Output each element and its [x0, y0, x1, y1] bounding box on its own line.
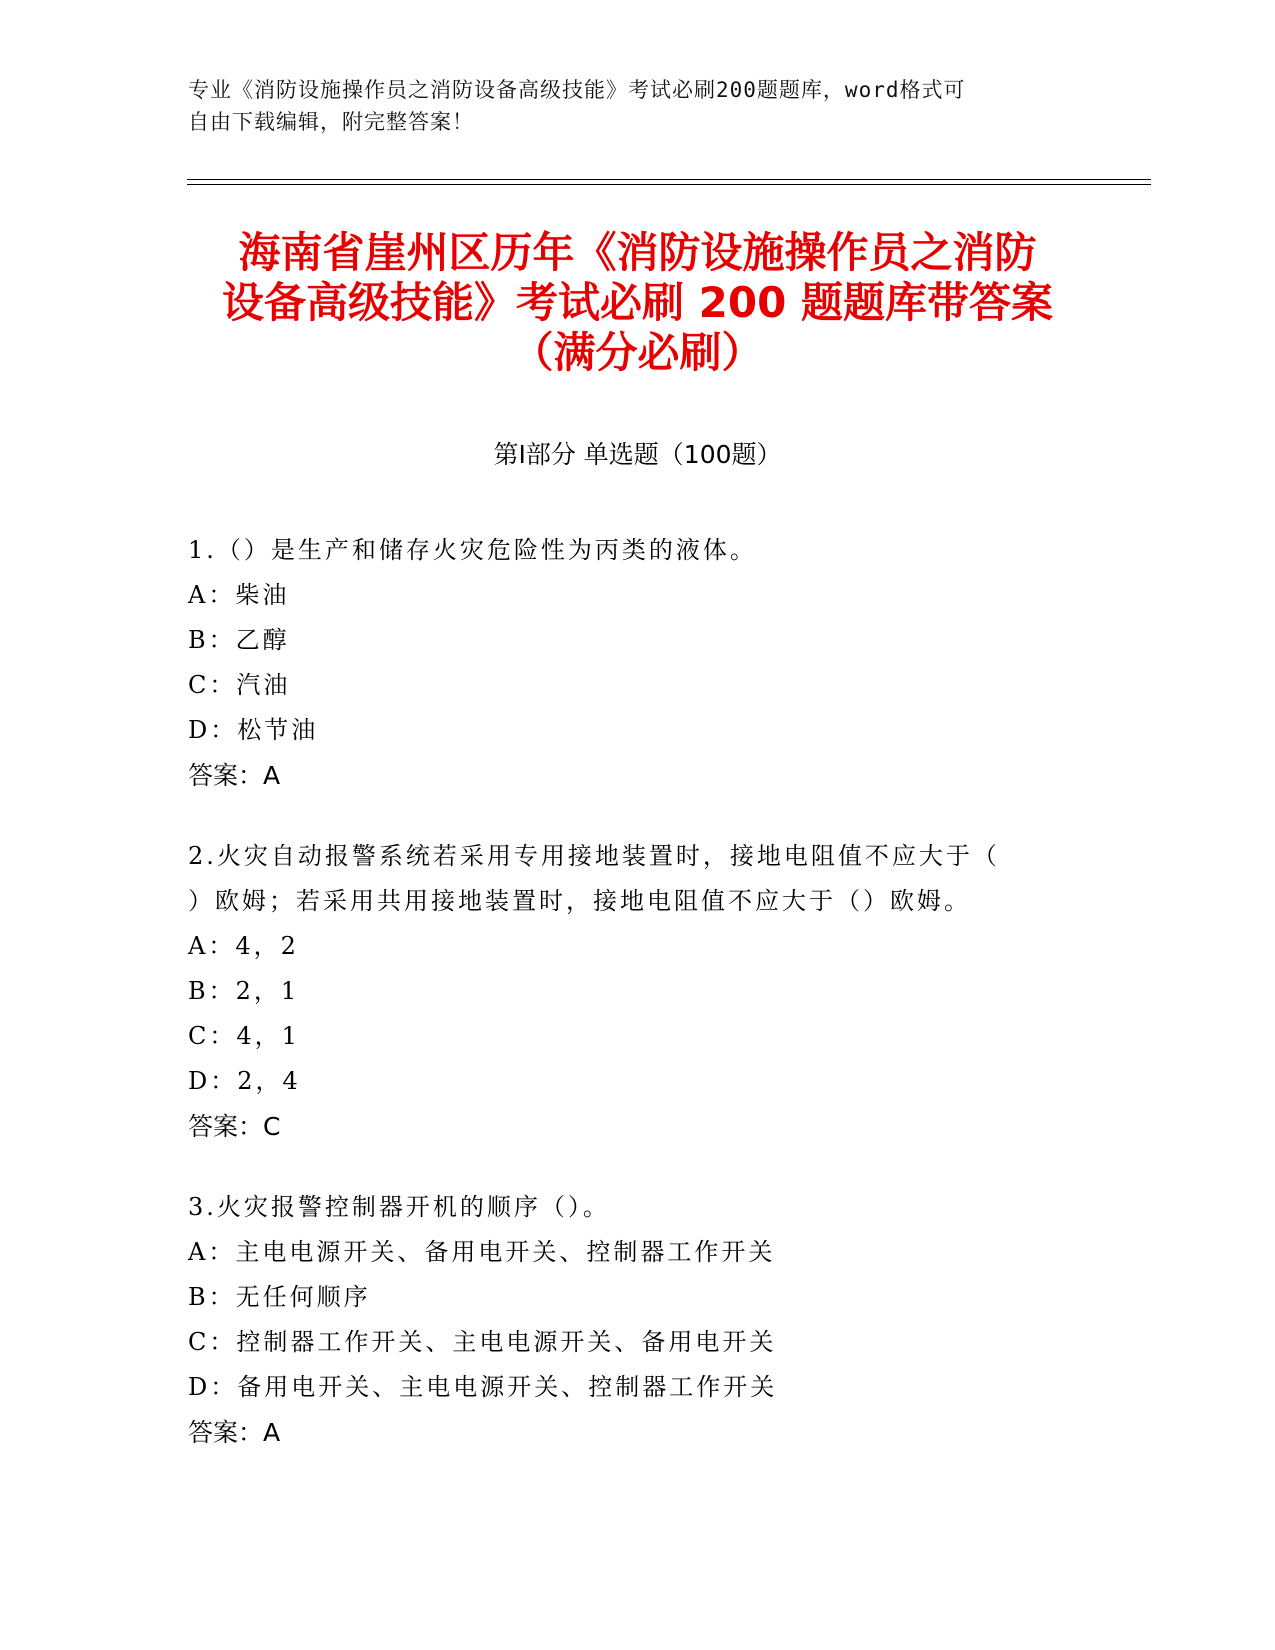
answer-line: 答案：A [188, 761, 281, 790]
option-b: B：无任何顺序 [188, 1283, 371, 1311]
option-d: D：松节油 [188, 716, 319, 744]
document-title [150, 228, 1125, 378]
question-stem: 1.（）是生产和储存火灾危险性为丙类的液体。 [188, 536, 757, 564]
answer-line: 答案：A [188, 1418, 281, 1447]
option-a: A：4，2 [188, 932, 299, 960]
answer-line: 答案：C [188, 1112, 281, 1141]
document-header-note [188, 74, 1068, 138]
option-a: A：柴油 [188, 581, 290, 609]
title-line-3: （满分必刷） [511, 328, 764, 377]
option-b: B：2，1 [188, 977, 300, 1005]
title-line-1: 海南省崖州区历年《消防设施操作员之消防 [238, 228, 1037, 277]
option-a: A：主电电源开关、备用电开关、控制器工作开关 [188, 1238, 776, 1266]
question-stem-continued: ）欧姆；若采用共用接地装置时，接地电阻值不应大于（）欧姆。 [188, 887, 971, 915]
option-b: B：乙醇 [188, 626, 290, 654]
header-divider-bottom [187, 184, 1151, 185]
option-c: C：4，1 [188, 1022, 300, 1050]
question-list [188, 528, 1088, 1491]
question-2 [188, 834, 1088, 1149]
question-stem: 2.火灾自动报警系统若采用专用接地装置时，接地电阻值不应大于（ [188, 842, 1000, 870]
question-3 [188, 1185, 1088, 1455]
question-stem: 3.火灾报警控制器开机的顺序（）。 [188, 1193, 610, 1221]
section-heading: 第Ⅰ部分 单选题（100题） [493, 440, 782, 469]
question-1 [188, 528, 1088, 798]
header-note-line-1: 专业《消防设施操作员之消防设备高级技能》考试必刷200题题库，word格式可 [188, 78, 966, 102]
header-divider-top [187, 179, 1151, 180]
option-c: C：控制器工作开关、主电电源开关、备用电开关 [188, 1328, 777, 1356]
option-c: C：汽油 [188, 671, 291, 699]
option-d: D：2，4 [188, 1067, 301, 1095]
title-line-2: 设备高级技能》考试必刷 200 题题库带答案 [222, 278, 1053, 327]
option-d: D：备用电开关、主电电源开关、控制器工作开关 [188, 1373, 778, 1401]
header-note-line-2: 自由下载编辑，附完整答案！ [188, 110, 474, 134]
